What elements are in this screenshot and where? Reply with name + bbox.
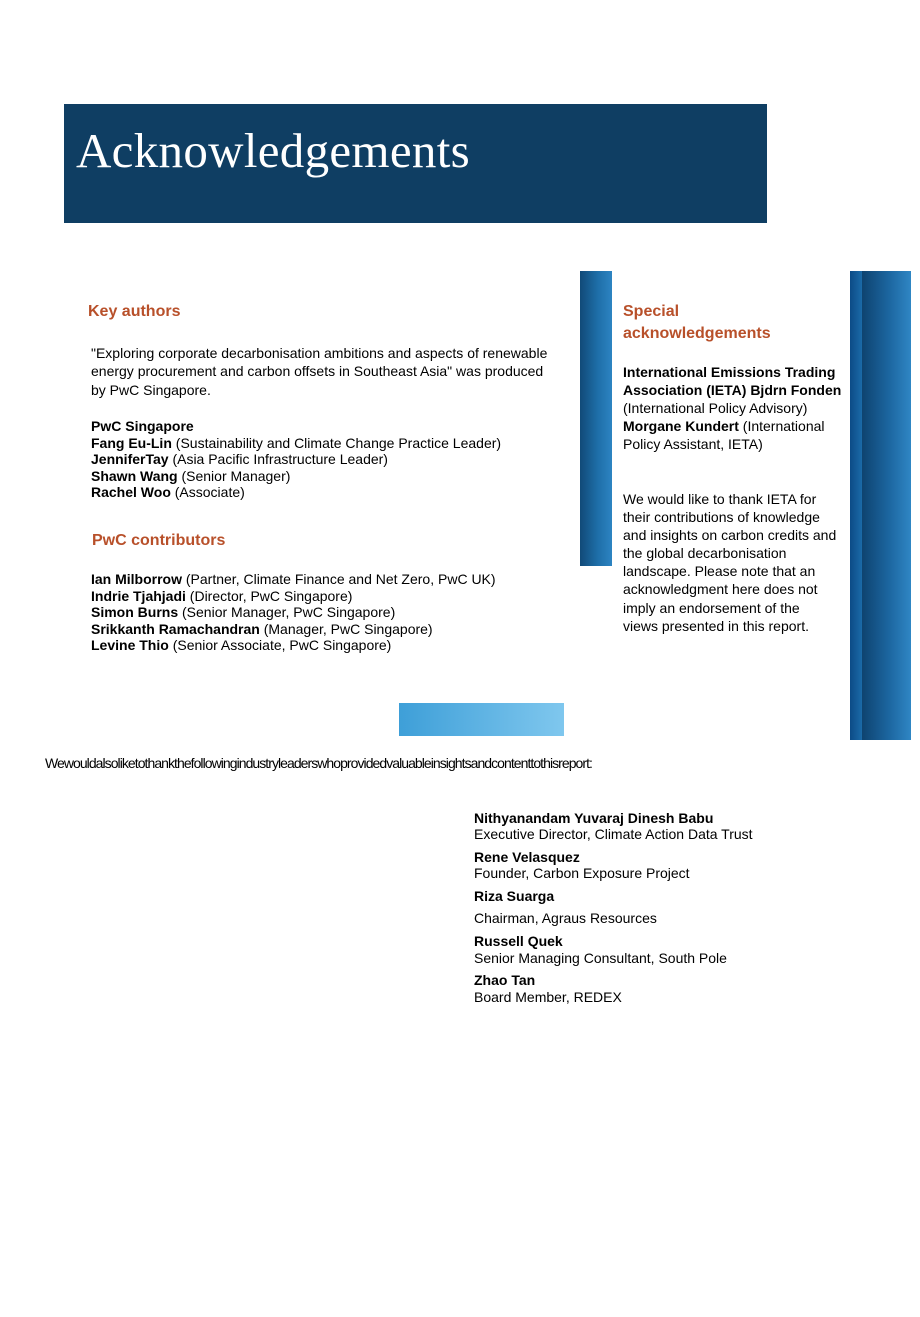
author-role: (Sustainability and Climate Change Practice Leader) (175, 434, 502, 451)
key-authors-list (91, 418, 501, 501)
page-title: Acknowledgements (76, 123, 470, 178)
decorative-bar-left (580, 271, 612, 566)
leader-name: Rene Velasquez (474, 849, 580, 865)
contributor-row (91, 637, 496, 654)
key-authors-org: PwC Singapore (91, 418, 194, 434)
author-row (91, 435, 501, 452)
author-role: (Asia Pacific Infrastructure Leader) (172, 451, 388, 468)
author-name: Fang Eu-Lin (91, 434, 172, 451)
author-role: (Associate) (174, 484, 245, 501)
contributors-list (91, 571, 496, 654)
contributor-name: Indrie Tjahjadi (91, 587, 186, 604)
special-person1-role: (International Policy Advisory) (623, 400, 808, 417)
author-row (91, 468, 501, 485)
leader-title: Board Member, REDEX (474, 989, 622, 1005)
special-person1-name: Bjdrn Fonden (750, 382, 842, 399)
special-person2-name: Morgane Kundert (623, 418, 739, 435)
key-authors-heading: Key authors (88, 303, 181, 320)
decorative-bar-center (399, 703, 564, 736)
contributors-heading: PwC contributors (92, 532, 226, 549)
author-name: Rachel Woo (91, 484, 171, 501)
leader-title: Senior Managing Consultant, South Pole (474, 950, 727, 966)
ieta-org: International Emissions Trading Association (IETA) (623, 364, 836, 399)
leader-name: Russell Quek (474, 933, 563, 949)
leader-title: Chairman, Agraus Resources (474, 910, 657, 926)
special-person2-role: (International Policy Assistant, IETA) (623, 418, 825, 453)
contributor-row (91, 604, 496, 621)
special-body (623, 363, 848, 453)
author-name: JenniferTay (91, 451, 169, 468)
title-banner (64, 104, 767, 223)
author-row (91, 451, 501, 468)
contributor-name: Levine Thio (91, 637, 169, 654)
contributor-row (91, 621, 496, 638)
author-name: Shawn Wang (91, 467, 178, 484)
leader-name: Nithyanandam Yuvaraj Dinesh Babu (474, 810, 714, 826)
contributor-name: Ian Milborrow (91, 571, 182, 587)
author-row (91, 484, 501, 501)
author-role: (Senior Manager) (181, 467, 291, 484)
special-heading: Special acknowledgements (623, 303, 771, 342)
leader-name: Riza Suarga (474, 888, 555, 904)
contributor-row (91, 588, 496, 605)
contributor-name: Srikkanth Ramachandran (91, 620, 260, 637)
contributor-role: (Manager, PwC Singapore) (263, 620, 433, 637)
contributor-name: Simon Burns (91, 604, 179, 621)
contributor-role: (Director, PwC Singapore) (189, 587, 353, 604)
contributor-row (91, 571, 496, 588)
key-authors-intro: "Exploring corporate decarbonisation ambitions and aspects of renewable energy procurement and carbon offsets in Southeast Asia" was produced by PwC Singapore. (91, 345, 548, 398)
contributor-role: (Senior Manager, PwC Singapore) (182, 604, 396, 621)
leader-name: Zhao Tan (474, 972, 536, 988)
decorative-bar-right-edge (850, 271, 862, 740)
decorative-bar-right (862, 271, 911, 740)
contributor-role: (Senior Associate, PwC Singapore) (172, 637, 392, 654)
leader-title: Executive Director, Climate Action Data Trust (474, 826, 753, 842)
leader-title: Founder, Carbon Exposure Project (474, 865, 690, 881)
special-thanks: We would like to thank IETA for their contributions of knowledge and insights on carbon credits and the global decarbonisation landscape. Please note that an acknowledgment here does not imply an endorsement of the views presented in this report. (623, 491, 837, 634)
industry-intro: Wewouldalsoliketothankthefollowingindustryleaderswhoprovidedvaluableinsightsandcontenttothisreport: (45, 755, 592, 771)
contributor-role: (Partner, Climate Finance and Net Zero, PwC UK) (185, 571, 496, 587)
